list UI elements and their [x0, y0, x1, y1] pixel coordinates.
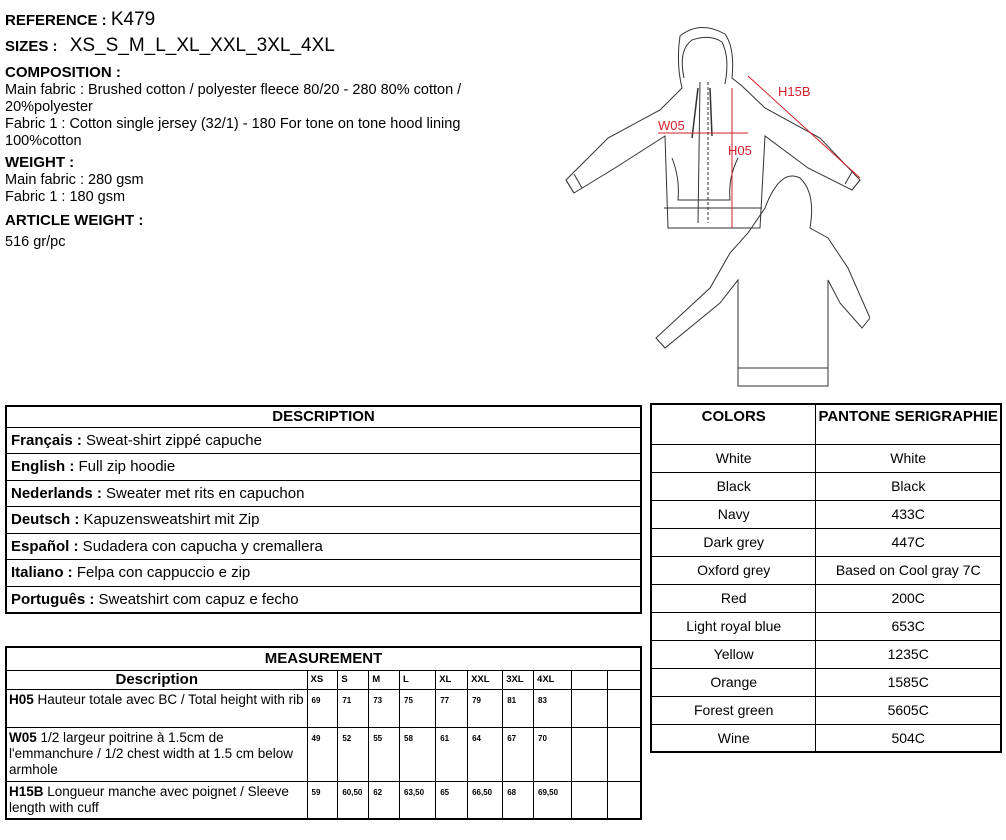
size-header-row: [6, 670, 641, 689]
description-row: [6, 507, 641, 534]
description-row: [6, 427, 641, 454]
size-header: 4XL: [534, 670, 572, 689]
front-hoodie-drawing: [566, 27, 860, 228]
measurement-row: [6, 727, 641, 781]
color-row: [651, 612, 1001, 640]
sizes-label: SIZES :: [5, 38, 58, 55]
pantone-code: 1235C: [816, 640, 1001, 668]
lang-text: Sweat-shirt zippé capuche: [81, 431, 262, 449]
reference-value: K479: [110, 9, 156, 30]
measurement-row: [6, 781, 641, 819]
color-row: [651, 528, 1001, 556]
measurement-label: [6, 781, 307, 819]
measurement-text: Hauteur totale avec BC / Total height with rib: [33, 691, 304, 707]
lang-text: Sweater met rits en capuchon: [101, 484, 305, 502]
description-row: [6, 454, 641, 481]
color-name: Forest green: [651, 696, 816, 724]
w05-label: W05: [658, 118, 685, 133]
sizes-value: XS_S_M_L_XL_XXL_3XL_4XL: [69, 35, 335, 56]
size-header: [572, 670, 608, 689]
measurement-text: Longueur manche avec poignet / Sleeve length with cuff: [9, 783, 289, 815]
weight-fabric1: Fabric 1 : 180 gsm: [5, 189, 126, 205]
measurement-value: 59: [307, 781, 338, 819]
colors-header: COLORS: [651, 404, 816, 444]
measurement-value: 65: [436, 781, 468, 819]
measurement-value: 61: [436, 727, 468, 781]
color-name: Light royal blue: [651, 612, 816, 640]
color-row: [651, 500, 1001, 528]
color-name: Red: [651, 584, 816, 612]
pantone-code: 653C: [816, 612, 1001, 640]
measurement-value: 81: [503, 689, 534, 727]
lang-label: Español :: [11, 537, 79, 555]
lang-text: Full zip hoodie: [74, 458, 176, 476]
color-row: [651, 724, 1001, 752]
pantone-code: White: [816, 444, 1001, 472]
measurement-value: 55: [369, 727, 400, 781]
pantone-code: Based on Cool gray 7C: [816, 556, 1001, 584]
measurement-code: H15B: [9, 783, 44, 799]
measurement-value: 69: [307, 689, 338, 727]
h15b-label: H15B: [778, 84, 811, 99]
sizes-line: [5, 36, 525, 60]
measurement-label: [6, 689, 307, 727]
pantone-code: 5605C: [816, 696, 1001, 724]
pantone-code: 200C: [816, 584, 1001, 612]
description-table: [5, 405, 642, 614]
color-name: Black: [651, 472, 816, 500]
measurement-value: 77: [436, 689, 468, 727]
measure-lines: [658, 76, 860, 228]
measurement-desc-header: Description: [6, 670, 307, 689]
size-header: M: [369, 670, 400, 689]
measurement-value: 63,50: [400, 781, 436, 819]
description-title: DESCRIPTION: [6, 406, 641, 427]
lang-label: Italiano :: [11, 564, 73, 582]
color-row: [651, 668, 1001, 696]
color-row: [651, 556, 1001, 584]
color-row: [651, 640, 1001, 668]
color-name: Orange: [651, 668, 816, 696]
measurement-value: [572, 727, 608, 781]
weight-main: Main fabric : 280 gsm: [5, 172, 144, 188]
measurement-value: 68: [503, 781, 534, 819]
size-header: [608, 670, 641, 689]
size-header: XL: [436, 670, 468, 689]
measurement-value: 71: [338, 689, 369, 727]
measurement-value: 49: [307, 727, 338, 781]
color-row: [651, 444, 1001, 472]
measurement-value: 70: [534, 727, 572, 781]
color-row: [651, 584, 1001, 612]
composition-label: COMPOSITION :: [5, 64, 121, 81]
weight-label: WEIGHT :: [5, 154, 75, 171]
measurement-text: 1/2 largeur poitrine à 1.5cm de l'emmanchure / 1/2 chest width at 1.5 cm below armhole: [9, 729, 293, 777]
reference-label: REFERENCE :: [5, 12, 107, 29]
measurement-value: 75: [400, 689, 436, 727]
color-name: Yellow: [651, 640, 816, 668]
article-weight-value: 516 gr/pc: [5, 234, 66, 250]
measurement-code: H05: [9, 691, 34, 707]
pantone-code: 504C: [816, 724, 1001, 752]
measurement-value: 64: [468, 727, 503, 781]
measurement-value: 83: [534, 689, 572, 727]
size-header: 3XL: [503, 670, 534, 689]
measurement-value: [608, 727, 641, 781]
lang-text: Sudadera con capucha y cremallera: [78, 537, 323, 555]
lang-text: Kapuzensweatshirt mit Zip: [79, 511, 260, 529]
description-row: [6, 480, 641, 507]
measurement-value: 60,50: [338, 781, 369, 819]
pantone-code: 433C: [816, 500, 1001, 528]
lang-label: Português :: [11, 590, 95, 608]
description-row: [6, 533, 641, 560]
pantone-code: 447C: [816, 528, 1001, 556]
measurement-value: 66,50: [468, 781, 503, 819]
measurement-label: [6, 727, 307, 781]
measurement-value: [572, 689, 608, 727]
technical-drawing: [560, 18, 870, 390]
measurement-value: [608, 781, 641, 819]
measurement-value: [572, 781, 608, 819]
measurement-table: [5, 646, 642, 820]
pantone-code: 1585C: [816, 668, 1001, 696]
color-row: [651, 696, 1001, 724]
pantone-code: Black: [816, 472, 1001, 500]
measurement-value: 62: [369, 781, 400, 819]
measurement-value: 73: [369, 689, 400, 727]
measurement-value: 58: [400, 727, 436, 781]
measurement-value: 67: [503, 727, 534, 781]
composition-main: Main fabric : Brushed cotton / polyester fleece 80/20 - 280 80% cotton / 20%polyester: [5, 82, 462, 115]
size-header: S: [338, 670, 369, 689]
color-name: Dark grey: [651, 528, 816, 556]
color-name: Wine: [651, 724, 816, 752]
measurement-value: 79: [468, 689, 503, 727]
color-name: Navy: [651, 500, 816, 528]
measurement-title: MEASUREMENT: [6, 647, 641, 670]
lang-label: English :: [11, 458, 75, 476]
measurement-value: 52: [338, 727, 369, 781]
pantone-header: PANTONE SERIGRAPHIE: [816, 404, 1001, 444]
composition-fabric1: Fabric 1 : Cotton single jersey (32/1) - 180 For tone on tone hood lining 100%cotton: [5, 116, 461, 149]
description-row: [6, 586, 641, 613]
reference-line: [5, 10, 525, 34]
color-name: Oxford grey: [651, 556, 816, 584]
lang-label: Nederlands :: [11, 484, 102, 502]
article-weight-label: ARTICLE WEIGHT :: [5, 212, 144, 229]
size-header: XXL: [468, 670, 503, 689]
description-row: [6, 560, 641, 587]
size-header: L: [400, 670, 436, 689]
lang-text: Felpa con cappuccio e zip: [72, 564, 251, 582]
lang-label: Français :: [11, 431, 82, 449]
measurement-row: [6, 689, 641, 727]
lang-label: Deutsch :: [11, 511, 80, 529]
size-header: XS: [307, 670, 338, 689]
measurement-code: W05: [9, 729, 37, 745]
measurement-value: 69,50: [534, 781, 572, 819]
product-info: [5, 10, 525, 251]
color-name: White: [651, 444, 816, 472]
colors-table: [650, 403, 1002, 753]
measurement-value: [608, 689, 641, 727]
color-row: [651, 472, 1001, 500]
h05-label: H05: [728, 143, 752, 158]
lang-text: Sweatshirt com capuz e fecho: [94, 590, 299, 608]
